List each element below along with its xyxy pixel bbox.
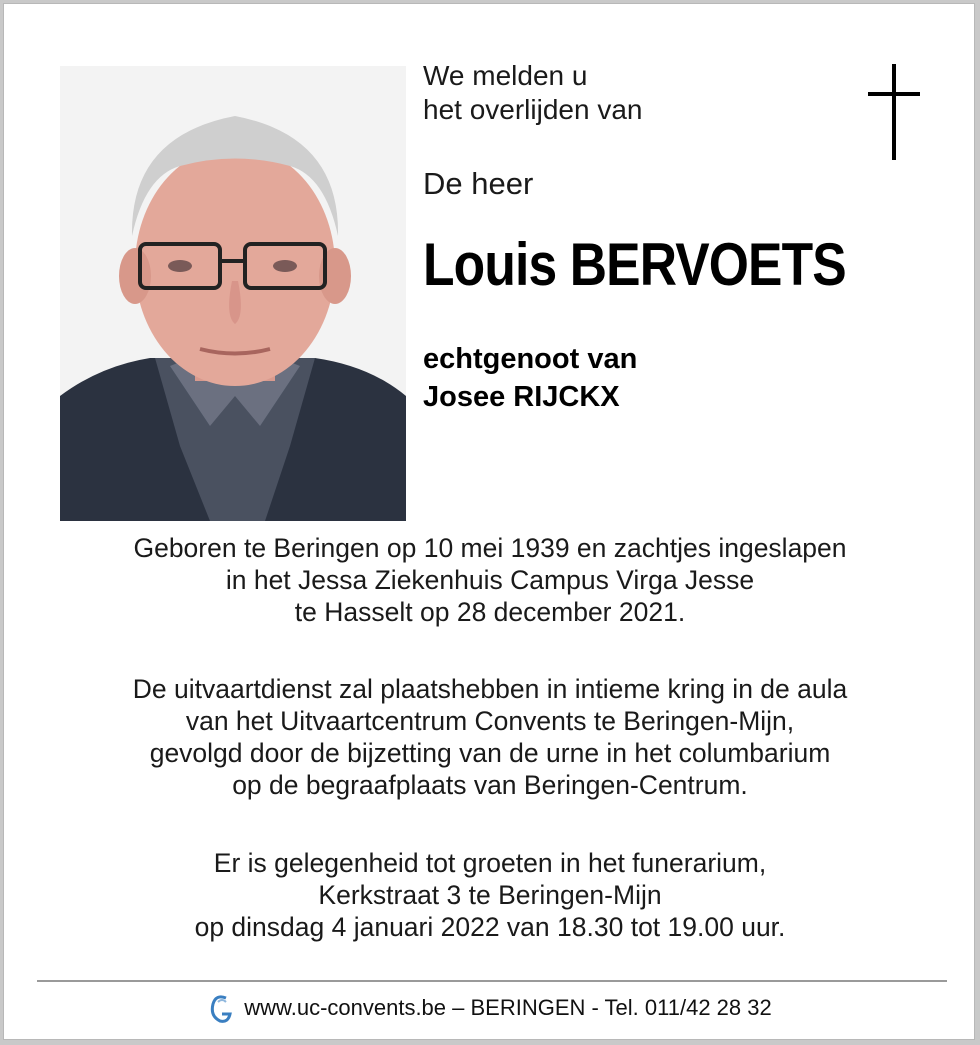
obituary-card bbox=[3, 3, 975, 1040]
paragraph-line: gevolgd door de bijzetting van de urne in het columbarium bbox=[149, 738, 831, 768]
spouse-name: Josee RIJCKX bbox=[423, 381, 620, 413]
footer-contact: www.uc-convents.be – BERINGEN - Tel. 011/42 28 32 bbox=[244, 995, 772, 1020]
paragraph-line: op dinsdag 4 januari 2022 van 18.30 tot 19.00 uur. bbox=[194, 912, 786, 942]
paragraph-line: te Hasselt op 28 december 2021. bbox=[294, 597, 686, 627]
intro-line: het overlijden van bbox=[423, 94, 643, 125]
funeral-paragraph bbox=[4, 673, 976, 801]
spouse-info bbox=[423, 340, 637, 416]
honorific: De heer bbox=[423, 166, 534, 201]
paragraph-line: Kerkstraat 3 te Beringen-Mijn bbox=[318, 880, 662, 910]
paragraph-line: in het Jessa Ziekenhuis Campus Virga Jesse bbox=[225, 565, 755, 595]
birth-death-paragraph bbox=[4, 532, 976, 628]
paragraph-line: Geboren te Beringen op 10 mei 1939 en zachtjes ingeslapen bbox=[133, 533, 847, 563]
visitation-paragraph bbox=[4, 847, 976, 943]
funeral-home-logo-icon bbox=[208, 992, 234, 1024]
announcement-intro bbox=[423, 59, 642, 127]
portrait-photo bbox=[60, 66, 406, 521]
portrait-illustration bbox=[60, 66, 406, 521]
deceased-name: Louis BERVOETS bbox=[423, 231, 846, 298]
paragraph-line: Er is gelegenheid tot groeten in het funerarium, bbox=[213, 848, 767, 878]
footer-divider bbox=[37, 980, 947, 982]
intro-line: We melden u bbox=[423, 60, 588, 91]
spouse-line: echtgenoot van bbox=[423, 343, 638, 375]
paragraph-line: op de begraafplaats van Beringen-Centrum. bbox=[232, 770, 748, 800]
paragraph-line: De uitvaartdienst zal plaatshebben in intieme kring in de aula bbox=[132, 674, 848, 704]
cross-icon bbox=[864, 64, 924, 164]
paragraph-line: van het Uitvaartcentrum Convents te Beringen-Mijn, bbox=[185, 706, 795, 736]
footer bbox=[4, 992, 976, 1024]
